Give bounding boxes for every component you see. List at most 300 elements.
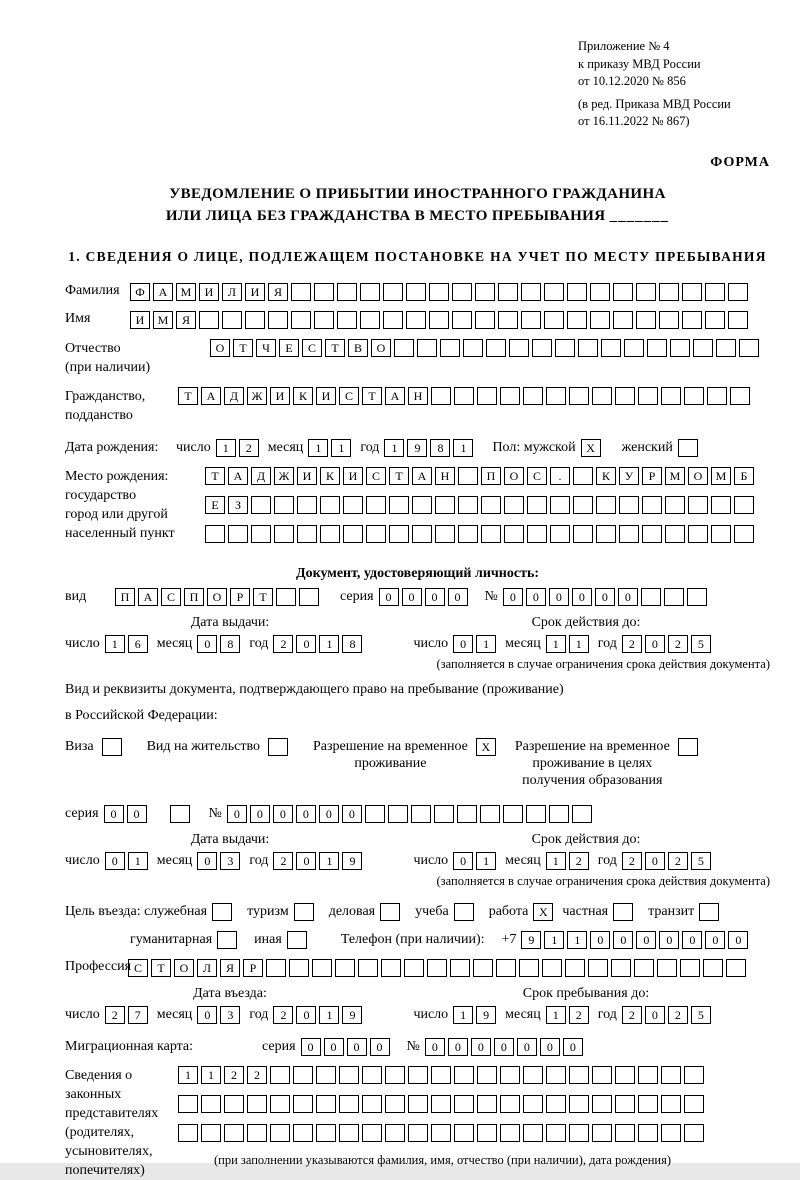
citizenship-cells-cell[interactable] bbox=[615, 387, 635, 405]
representatives-cells-row1[interactable] bbox=[178, 1066, 707, 1084]
birth-place-cells-row1-cell[interactable]: А bbox=[228, 467, 248, 485]
permit-number-cells[interactable] bbox=[227, 805, 595, 823]
representatives-cells-row3-cell[interactable] bbox=[316, 1124, 336, 1142]
permit-valid-year-cells-cell[interactable]: 0 bbox=[645, 852, 665, 870]
citizenship-cells-cell[interactable] bbox=[500, 387, 520, 405]
profession-cells-cell[interactable] bbox=[703, 959, 723, 977]
citizenship-cells-cell[interactable]: Т bbox=[362, 387, 382, 405]
doc-valid-year-cells-cell[interactable]: 5 bbox=[691, 635, 711, 653]
representatives-cells-row2-cell[interactable] bbox=[477, 1095, 497, 1113]
birth-place-cells-row2-cell[interactable] bbox=[642, 496, 662, 514]
citizenship-cells-cell[interactable]: Ж bbox=[247, 387, 267, 405]
entry-month-cells[interactable] bbox=[197, 1006, 243, 1024]
purpose-private-checkbox[interactable] bbox=[613, 903, 636, 921]
doc-kind-cells-cell[interactable]: А bbox=[138, 588, 158, 606]
given-name-cells-cell[interactable] bbox=[429, 311, 449, 329]
permit-issue-day-cells-cell[interactable]: 0 bbox=[105, 852, 125, 870]
representatives-cells-row2-cell[interactable] bbox=[569, 1095, 589, 1113]
birth-place-cells-row1-cell[interactable]: К bbox=[320, 467, 340, 485]
profession-cells-cell[interactable] bbox=[335, 959, 355, 977]
birth-place-cells-row3-cell[interactable] bbox=[366, 525, 386, 543]
citizenship-cells-cell[interactable] bbox=[730, 387, 750, 405]
given-name-cells-cell[interactable] bbox=[682, 311, 702, 329]
birth-place-cells-row3-cell[interactable] bbox=[527, 525, 547, 543]
profession-cells-cell[interactable] bbox=[450, 959, 470, 977]
permit-number-cells-cell[interactable] bbox=[526, 805, 546, 823]
birth-place-cells-row3-cell[interactable] bbox=[228, 525, 248, 543]
given-name-cells-cell[interactable]: М bbox=[153, 311, 173, 329]
permit-issue-year-cells[interactable] bbox=[273, 852, 365, 870]
purpose-humanitarian-checkbox-cell[interactable] bbox=[217, 931, 237, 949]
surname-cells-cell[interactable] bbox=[613, 283, 633, 301]
representatives-cells-row1-cell[interactable] bbox=[431, 1066, 451, 1084]
birth-place-cells-row2[interactable] bbox=[205, 496, 757, 514]
surname-cells-cell[interactable] bbox=[314, 283, 334, 301]
surname-cells-cell[interactable] bbox=[544, 283, 564, 301]
surname-cells-cell[interactable]: Л bbox=[222, 283, 242, 301]
entry-day-cells-cell[interactable]: 7 bbox=[128, 1006, 148, 1024]
doc-kind-cells[interactable] bbox=[115, 588, 322, 606]
residence-permit-checkbox-cell[interactable] bbox=[268, 738, 288, 756]
entry-month-cells-cell[interactable]: 0 bbox=[197, 1006, 217, 1024]
profession-cells-cell[interactable] bbox=[404, 959, 424, 977]
birth-place-cells-row1-cell[interactable]: Т bbox=[389, 467, 409, 485]
doc-number-cells-cell[interactable]: 0 bbox=[572, 588, 592, 606]
birth-place-cells-row2-cell[interactable] bbox=[458, 496, 478, 514]
profession-cells-cell[interactable] bbox=[565, 959, 585, 977]
given-name-cells-cell[interactable] bbox=[452, 311, 472, 329]
doc-valid-year-cells-cell[interactable]: 2 bbox=[668, 635, 688, 653]
citizenship-cells-cell[interactable]: Т bbox=[178, 387, 198, 405]
representatives-cells-row1-cell[interactable] bbox=[454, 1066, 474, 1084]
permit-valid-year-cells-cell[interactable]: 2 bbox=[622, 852, 642, 870]
surname-cells-cell[interactable] bbox=[705, 283, 725, 301]
representatives-cells-row1-cell[interactable] bbox=[408, 1066, 428, 1084]
permit-number-cells-cell[interactable] bbox=[572, 805, 592, 823]
surname-cells-cell[interactable] bbox=[406, 283, 426, 301]
birth-place-cells-row3-cell[interactable] bbox=[205, 525, 225, 543]
given-name-cells-cell[interactable] bbox=[406, 311, 426, 329]
birth-place-cells-row1-cell[interactable]: П bbox=[481, 467, 501, 485]
phone-number-cells-cell[interactable]: 1 bbox=[544, 931, 564, 949]
profession-cells-cell[interactable]: Я bbox=[220, 959, 240, 977]
citizenship-cells-cell[interactable]: А bbox=[385, 387, 405, 405]
representatives-cells-row2-cell[interactable] bbox=[293, 1095, 313, 1113]
surname-cells-cell[interactable] bbox=[429, 283, 449, 301]
patronymic-cells-cell[interactable] bbox=[509, 339, 529, 357]
birth-place-cells-row3-cell[interactable] bbox=[458, 525, 478, 543]
birth-place-cells-row1-cell[interactable]: Б bbox=[734, 467, 754, 485]
birth-place-cells-row1-cell[interactable]: О bbox=[688, 467, 708, 485]
permit-number-cells-cell[interactable] bbox=[480, 805, 500, 823]
permit-number-cells-cell[interactable] bbox=[549, 805, 569, 823]
permit-issue-month-cells[interactable] bbox=[197, 852, 243, 870]
given-name-cells-cell[interactable] bbox=[383, 311, 403, 329]
permit-valid-day-cells[interactable] bbox=[453, 852, 499, 870]
purpose-tourism-checkbox[interactable] bbox=[294, 903, 317, 921]
doc-issue-month-cells-cell[interactable]: 8 bbox=[220, 635, 240, 653]
representatives-cells-row3[interactable] bbox=[178, 1124, 707, 1142]
temp-edu-checkbox[interactable] bbox=[678, 738, 701, 756]
birth-day-cells-cell[interactable]: 1 bbox=[216, 439, 236, 457]
profession-cells-cell[interactable] bbox=[427, 959, 447, 977]
permit-issue-day-cells-cell[interactable]: 1 bbox=[128, 852, 148, 870]
birth-place-cells-row2-cell[interactable] bbox=[504, 496, 524, 514]
birth-place-cells-row1-cell[interactable]: О bbox=[504, 467, 524, 485]
birth-place-cells-row2-cell[interactable] bbox=[550, 496, 570, 514]
doc-valid-day-cells-cell[interactable]: 1 bbox=[476, 635, 496, 653]
birth-place-cells-row3-cell[interactable] bbox=[251, 525, 271, 543]
representatives-cells-row3-cell[interactable] bbox=[408, 1124, 428, 1142]
birth-place-cells-row1-cell[interactable]: Д bbox=[251, 467, 271, 485]
birth-place-cells-row1-cell[interactable]: Н bbox=[435, 467, 455, 485]
birth-year-cells-cell[interactable]: 9 bbox=[407, 439, 427, 457]
profession-cells-cell[interactable]: Т bbox=[151, 959, 171, 977]
representatives-cells-row2-cell[interactable] bbox=[431, 1095, 451, 1113]
representatives-cells-row3-cell[interactable] bbox=[385, 1124, 405, 1142]
birth-place-cells-row3-cell[interactable] bbox=[297, 525, 317, 543]
representatives-cells-row2-cell[interactable] bbox=[385, 1095, 405, 1113]
representatives-cells-row1-cell[interactable] bbox=[293, 1066, 313, 1084]
birth-day-cells[interactable] bbox=[216, 439, 262, 457]
patronymic-cells-cell[interactable]: В bbox=[348, 339, 368, 357]
representatives-cells-row1-cell[interactable] bbox=[684, 1066, 704, 1084]
permit-number-cells-cell[interactable] bbox=[411, 805, 431, 823]
purpose-work-checkbox[interactable] bbox=[533, 903, 556, 921]
patronymic-cells-cell[interactable] bbox=[417, 339, 437, 357]
birth-place-cells-row3-cell[interactable] bbox=[573, 525, 593, 543]
birth-place-cells-row2-cell[interactable] bbox=[596, 496, 616, 514]
doc-series-cells[interactable] bbox=[379, 588, 471, 606]
birth-place-cells-row2-cell[interactable]: Е bbox=[205, 496, 225, 514]
mig-series-cells[interactable] bbox=[301, 1038, 393, 1056]
permit-valid-year-cells-cell[interactable]: 2 bbox=[668, 852, 688, 870]
sex-female-checkbox-cell[interactable] bbox=[678, 439, 698, 457]
profession-cells-cell[interactable]: С bbox=[128, 959, 148, 977]
profession-cells-cell[interactable] bbox=[680, 959, 700, 977]
representatives-cells-row3-cell[interactable] bbox=[431, 1124, 451, 1142]
doc-kind-cells-cell[interactable]: С bbox=[161, 588, 181, 606]
entry-year-cells-cell[interactable]: 2 bbox=[273, 1006, 293, 1024]
visa-checkbox[interactable] bbox=[102, 738, 125, 756]
representatives-cells-row2-cell[interactable] bbox=[523, 1095, 543, 1113]
birth-place-cells-row1-cell[interactable]: С bbox=[366, 467, 386, 485]
citizenship-cells-cell[interactable] bbox=[523, 387, 543, 405]
sex-female-checkbox[interactable] bbox=[678, 439, 701, 457]
representatives-cells-row1-cell[interactable] bbox=[638, 1066, 658, 1084]
representatives-cells-row2-cell[interactable] bbox=[500, 1095, 520, 1113]
patronymic-cells-cell[interactable] bbox=[624, 339, 644, 357]
representatives-cells-row3-cell[interactable] bbox=[546, 1124, 566, 1142]
profession-cells-cell[interactable] bbox=[588, 959, 608, 977]
representatives-cells-row3-cell[interactable] bbox=[615, 1124, 635, 1142]
representatives-cells-row1-cell[interactable] bbox=[546, 1066, 566, 1084]
birth-place-cells-row2-cell[interactable] bbox=[366, 496, 386, 514]
representatives-cells-row1-cell[interactable] bbox=[592, 1066, 612, 1084]
patronymic-cells-cell[interactable] bbox=[647, 339, 667, 357]
profession-cells-cell[interactable] bbox=[542, 959, 562, 977]
birth-place-cells-row1-cell[interactable]: К bbox=[596, 467, 616, 485]
surname-cells-cell[interactable] bbox=[567, 283, 587, 301]
surname-cells-cell[interactable] bbox=[475, 283, 495, 301]
profession-cells-cell[interactable] bbox=[611, 959, 631, 977]
doc-valid-month-cells-cell[interactable]: 1 bbox=[546, 635, 566, 653]
patronymic-cells-cell[interactable] bbox=[716, 339, 736, 357]
permit-valid-month-cells-cell[interactable]: 2 bbox=[569, 852, 589, 870]
surname-cells-cell[interactable] bbox=[452, 283, 472, 301]
citizenship-cells-cell[interactable]: С bbox=[339, 387, 359, 405]
birth-place-cells-row2-cell[interactable] bbox=[688, 496, 708, 514]
birth-place-cells-row1-cell[interactable]: Т bbox=[205, 467, 225, 485]
doc-number-cells-cell[interactable]: 0 bbox=[595, 588, 615, 606]
phone-number-cells-cell[interactable]: 0 bbox=[659, 931, 679, 949]
phone-number-cells-cell[interactable]: 0 bbox=[705, 931, 725, 949]
permit-number-cells-cell[interactable] bbox=[503, 805, 523, 823]
birth-place-cells-row2-cell[interactable] bbox=[527, 496, 547, 514]
representatives-cells-row3-cell[interactable] bbox=[500, 1124, 520, 1142]
permit-issue-year-cells-cell[interactable]: 0 bbox=[296, 852, 316, 870]
representatives-cells-row2-cell[interactable] bbox=[638, 1095, 658, 1113]
permit-series-extra-cell[interactable] bbox=[170, 805, 193, 823]
profession-cells-cell[interactable] bbox=[266, 959, 286, 977]
birth-place-cells-row3-cell[interactable] bbox=[619, 525, 639, 543]
profession-cells-cell[interactable] bbox=[473, 959, 493, 977]
representatives-cells-row1-cell[interactable]: 1 bbox=[178, 1066, 198, 1084]
phone-number-cells-cell[interactable]: 9 bbox=[521, 931, 541, 949]
profession-cells-cell[interactable] bbox=[312, 959, 332, 977]
representatives-cells-row3-cell[interactable] bbox=[684, 1124, 704, 1142]
representatives-cells-row1-cell[interactable] bbox=[477, 1066, 497, 1084]
permit-issue-month-cells-cell[interactable]: 3 bbox=[220, 852, 240, 870]
doc-valid-day-cells-cell[interactable]: 0 bbox=[453, 635, 473, 653]
entry-year-cells[interactable] bbox=[273, 1006, 365, 1024]
doc-issue-year-cells-cell[interactable]: 8 bbox=[342, 635, 362, 653]
birth-place-cells-row1-cell[interactable]: М bbox=[711, 467, 731, 485]
stay-month-cells-cell[interactable]: 2 bbox=[569, 1006, 589, 1024]
doc-kind-cells-cell[interactable]: Т bbox=[253, 588, 273, 606]
permit-number-cells-cell[interactable]: 0 bbox=[296, 805, 316, 823]
permit-valid-year-cells[interactable] bbox=[622, 852, 714, 870]
representatives-cells-row1-cell[interactable] bbox=[316, 1066, 336, 1084]
representatives-cells-row1-cell[interactable] bbox=[500, 1066, 520, 1084]
citizenship-cells-cell[interactable]: А bbox=[201, 387, 221, 405]
birth-place-cells-row1-cell[interactable]: М bbox=[665, 467, 685, 485]
representatives-cells-row1-cell[interactable] bbox=[339, 1066, 359, 1084]
birth-place-cells-row2-cell[interactable] bbox=[251, 496, 271, 514]
phone-number-cells-cell[interactable]: 0 bbox=[636, 931, 656, 949]
permit-series-cells-cell[interactable]: 0 bbox=[104, 805, 124, 823]
purpose-transit-checkbox[interactable] bbox=[699, 903, 722, 921]
citizenship-cells-cell[interactable] bbox=[661, 387, 681, 405]
given-name-cells-cell[interactable] bbox=[337, 311, 357, 329]
entry-year-cells-cell[interactable]: 0 bbox=[296, 1006, 316, 1024]
birth-place-cells-row1-cell[interactable]: С bbox=[527, 467, 547, 485]
doc-number-cells-cell[interactable] bbox=[641, 588, 661, 606]
doc-series-cells-cell[interactable]: 0 bbox=[425, 588, 445, 606]
doc-issue-year-cells-cell[interactable]: 0 bbox=[296, 635, 316, 653]
representatives-cells-row2-cell[interactable] bbox=[201, 1095, 221, 1113]
purpose-business-checkbox-cell[interactable] bbox=[380, 903, 400, 921]
permit-issue-year-cells-cell[interactable]: 2 bbox=[273, 852, 293, 870]
birth-year-cells-cell[interactable]: 8 bbox=[430, 439, 450, 457]
representatives-cells-row3-cell[interactable] bbox=[201, 1124, 221, 1142]
mig-number-cells-cell[interactable]: 0 bbox=[425, 1038, 445, 1056]
birth-month-cells[interactable] bbox=[308, 439, 354, 457]
surname-cells-cell[interactable]: Ф bbox=[130, 283, 150, 301]
entry-year-cells-cell[interactable]: 9 bbox=[342, 1006, 362, 1024]
stay-month-cells-cell[interactable]: 1 bbox=[546, 1006, 566, 1024]
citizenship-cells-cell[interactable] bbox=[431, 387, 451, 405]
surname-cells-cell[interactable]: А bbox=[153, 283, 173, 301]
surname-cells-cell[interactable] bbox=[590, 283, 610, 301]
birth-place-cells-row1-cell[interactable]: И bbox=[343, 467, 363, 485]
phone-number-cells-cell[interactable]: 1 bbox=[567, 931, 587, 949]
mig-number-cells-cell[interactable]: 0 bbox=[563, 1038, 583, 1056]
birth-place-cells-row1-cell[interactable] bbox=[573, 467, 593, 485]
birth-place-cells-row2-cell[interactable] bbox=[274, 496, 294, 514]
birth-place-cells-row3-cell[interactable] bbox=[481, 525, 501, 543]
entry-day-cells-cell[interactable]: 2 bbox=[105, 1006, 125, 1024]
birth-place-cells-row2-cell[interactable] bbox=[389, 496, 409, 514]
doc-issue-month-cells[interactable] bbox=[197, 635, 243, 653]
profession-cells-cell[interactable]: Л bbox=[197, 959, 217, 977]
given-name-cells-cell[interactable] bbox=[728, 311, 748, 329]
profession-cells-cell[interactable] bbox=[381, 959, 401, 977]
given-name-cells[interactable] bbox=[130, 311, 751, 329]
permit-number-cells-cell[interactable]: 0 bbox=[342, 805, 362, 823]
doc-valid-year-cells-cell[interactable]: 0 bbox=[645, 635, 665, 653]
phone-number-cells-cell[interactable]: 0 bbox=[590, 931, 610, 949]
phone-number-cells[interactable] bbox=[521, 931, 751, 949]
birth-place-cells-row2-cell[interactable] bbox=[297, 496, 317, 514]
birth-place-cells-row1-cell[interactable]: Р bbox=[642, 467, 662, 485]
representatives-cells-row1-cell[interactable] bbox=[569, 1066, 589, 1084]
surname-cells-cell[interactable] bbox=[291, 283, 311, 301]
doc-number-cells-cell[interactable]: 0 bbox=[549, 588, 569, 606]
doc-series-cells-cell[interactable]: 0 bbox=[402, 588, 422, 606]
citizenship-cells-cell[interactable]: Н bbox=[408, 387, 428, 405]
surname-cells-cell[interactable] bbox=[636, 283, 656, 301]
doc-number-cells-cell[interactable] bbox=[687, 588, 707, 606]
representatives-cells-row2-cell[interactable] bbox=[178, 1095, 198, 1113]
surname-cells-cell[interactable] bbox=[383, 283, 403, 301]
citizenship-cells[interactable] bbox=[178, 387, 753, 405]
entry-month-cells-cell[interactable]: 3 bbox=[220, 1006, 240, 1024]
birth-month-cells-cell[interactable]: 1 bbox=[331, 439, 351, 457]
representatives-cells-row1-cell[interactable]: 1 bbox=[201, 1066, 221, 1084]
representatives-cells-row2-cell[interactable] bbox=[408, 1095, 428, 1113]
patronymic-cells-cell[interactable]: Ч bbox=[256, 339, 276, 357]
profession-cells-cell[interactable] bbox=[657, 959, 677, 977]
patronymic-cells-cell[interactable] bbox=[440, 339, 460, 357]
visa-checkbox-cell[interactable] bbox=[102, 738, 122, 756]
birth-year-cells[interactable] bbox=[384, 439, 476, 457]
profession-cells-cell[interactable] bbox=[358, 959, 378, 977]
surname-cells-cell[interactable] bbox=[337, 283, 357, 301]
birth-place-cells-row1-cell[interactable]: Ж bbox=[274, 467, 294, 485]
birth-place-cells-row1-cell[interactable]: У bbox=[619, 467, 639, 485]
birth-place-cells-row3-cell[interactable] bbox=[734, 525, 754, 543]
mig-number-cells-cell[interactable]: 0 bbox=[448, 1038, 468, 1056]
mig-series-cells-cell[interactable]: 0 bbox=[347, 1038, 367, 1056]
representatives-cells-row2-cell[interactable] bbox=[661, 1095, 681, 1113]
doc-kind-cells-cell[interactable]: П bbox=[184, 588, 204, 606]
representatives-cells-row3-cell[interactable] bbox=[270, 1124, 290, 1142]
birth-place-cells-row2-cell[interactable] bbox=[412, 496, 432, 514]
birth-place-cells-row3-cell[interactable] bbox=[274, 525, 294, 543]
birth-place-cells-row3-cell[interactable] bbox=[550, 525, 570, 543]
surname-cells-cell[interactable] bbox=[360, 283, 380, 301]
birth-place-cells-row1-cell[interactable]: . bbox=[550, 467, 570, 485]
given-name-cells-cell[interactable] bbox=[705, 311, 725, 329]
profession-cells-cell[interactable] bbox=[496, 959, 516, 977]
surname-cells-cell[interactable] bbox=[659, 283, 679, 301]
permit-number-cells-cell[interactable]: 0 bbox=[227, 805, 247, 823]
temp-permit-checkbox[interactable] bbox=[476, 738, 499, 756]
given-name-cells-cell[interactable] bbox=[268, 311, 288, 329]
representatives-cells-row1-cell[interactable] bbox=[270, 1066, 290, 1084]
birth-place-cells-row3-cell[interactable] bbox=[504, 525, 524, 543]
phone-number-cells-cell[interactable]: 0 bbox=[728, 931, 748, 949]
birth-place-cells-row3-cell[interactable] bbox=[711, 525, 731, 543]
representatives-cells-row2-cell[interactable] bbox=[592, 1095, 612, 1113]
doc-valid-month-cells-cell[interactable]: 1 bbox=[569, 635, 589, 653]
purpose-official-checkbox-cell[interactable] bbox=[212, 903, 232, 921]
purpose-tourism-checkbox-cell[interactable] bbox=[294, 903, 314, 921]
mig-series-cells-cell[interactable]: 0 bbox=[301, 1038, 321, 1056]
birth-place-cells-row3-cell[interactable] bbox=[688, 525, 708, 543]
surname-cells[interactable] bbox=[130, 283, 751, 301]
birth-place-cells-row2-cell[interactable] bbox=[573, 496, 593, 514]
permit-number-cells-cell[interactable] bbox=[457, 805, 477, 823]
doc-valid-year-cells[interactable] bbox=[622, 635, 714, 653]
representatives-cells-row1-cell[interactable] bbox=[661, 1066, 681, 1084]
doc-series-cells-cell[interactable]: 0 bbox=[448, 588, 468, 606]
purpose-business-checkbox[interactable] bbox=[380, 903, 403, 921]
mig-number-cells[interactable] bbox=[425, 1038, 586, 1056]
given-name-cells-cell[interactable] bbox=[245, 311, 265, 329]
given-name-cells-cell[interactable] bbox=[567, 311, 587, 329]
doc-valid-month-cells[interactable] bbox=[546, 635, 592, 653]
doc-kind-cells-cell[interactable]: П bbox=[115, 588, 135, 606]
stay-year-cells-cell[interactable]: 2 bbox=[668, 1006, 688, 1024]
permit-series-cells-cell[interactable]: 0 bbox=[127, 805, 147, 823]
permit-issue-year-cells-cell[interactable]: 1 bbox=[319, 852, 339, 870]
permit-valid-month-cells-cell[interactable]: 1 bbox=[546, 852, 566, 870]
birth-month-cells-cell[interactable]: 1 bbox=[308, 439, 328, 457]
representatives-cells-row3-cell[interactable] bbox=[362, 1124, 382, 1142]
birth-place-cells-row3-cell[interactable] bbox=[642, 525, 662, 543]
permit-issue-day-cells[interactable] bbox=[105, 852, 151, 870]
representatives-cells-row2[interactable] bbox=[178, 1095, 707, 1113]
patronymic-cells-cell[interactable] bbox=[601, 339, 621, 357]
representatives-cells-row2-cell[interactable] bbox=[615, 1095, 635, 1113]
representatives-cells-row3-cell[interactable] bbox=[661, 1124, 681, 1142]
birth-place-cells-row2-cell[interactable] bbox=[619, 496, 639, 514]
citizenship-cells-cell[interactable]: И bbox=[316, 387, 336, 405]
surname-cells-cell[interactable]: М bbox=[176, 283, 196, 301]
profession-cells-cell[interactable]: Р bbox=[243, 959, 263, 977]
birth-year-cells-cell[interactable]: 1 bbox=[384, 439, 404, 457]
purpose-other-checkbox-cell[interactable] bbox=[287, 931, 307, 949]
representatives-cells-row2-cell[interactable] bbox=[362, 1095, 382, 1113]
purpose-study-checkbox[interactable] bbox=[454, 903, 477, 921]
surname-cells-cell[interactable]: Я bbox=[268, 283, 288, 301]
permit-number-cells-cell[interactable]: 0 bbox=[319, 805, 339, 823]
permit-issue-year-cells-cell[interactable]: 9 bbox=[342, 852, 362, 870]
doc-issue-year-cells-cell[interactable]: 1 bbox=[319, 635, 339, 653]
citizenship-cells-cell[interactable]: Д bbox=[224, 387, 244, 405]
